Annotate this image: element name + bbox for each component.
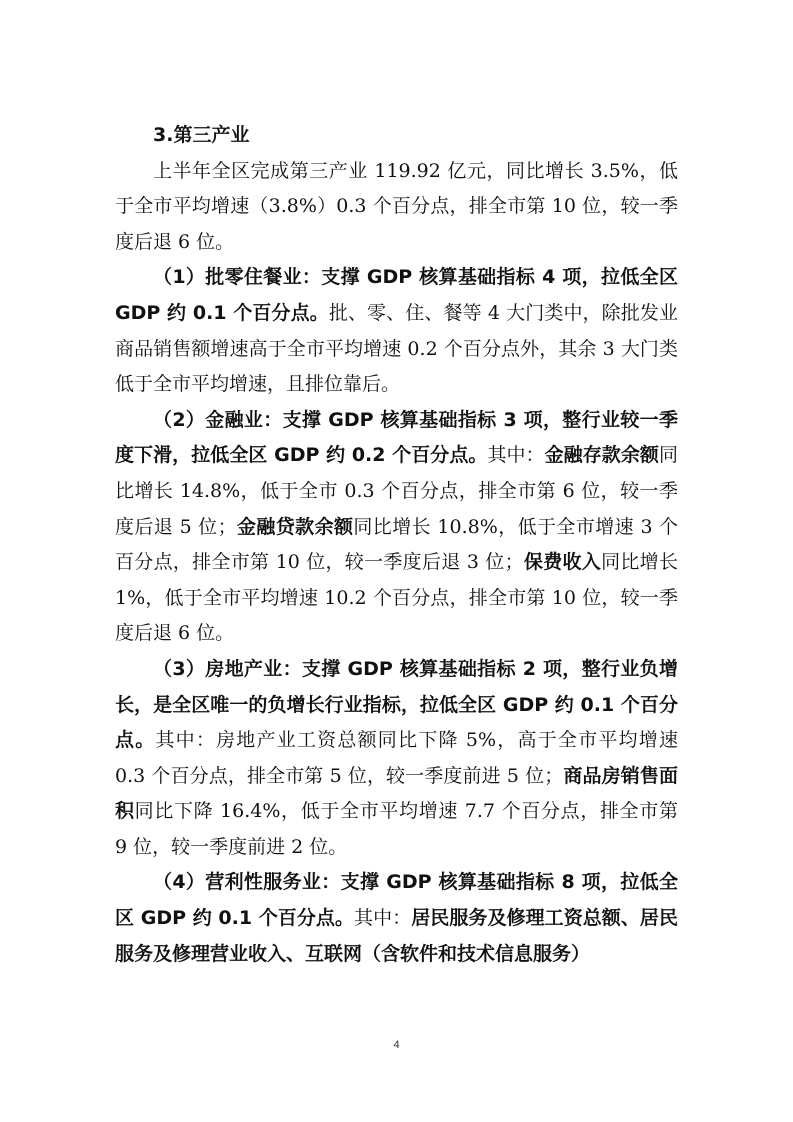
paragraph-list: [115, 154, 678, 973]
paragraph: [115, 652, 678, 866]
text-run: 同比下降 16.4%，低于全市平均增速 7.7 个百分点，排全市第 9 位，较一季度前进 2 位。: [115, 800, 678, 858]
paragraph: [115, 403, 678, 652]
page-number: 4: [393, 1039, 400, 1051]
paragraph: [115, 260, 678, 402]
bold-text-run: 居民服务及修理工资总额、居民服务及修理营业收入、互联网（含软件和技术信息服务）: [115, 907, 678, 965]
text-run: 同比增长 1%，低于全市平均增速 10.2 个百分点，排全市第 10 位，较一季度后退 6 位。: [115, 551, 678, 645]
text-run: 其中：: [354, 907, 412, 930]
bold-text-run: （4）营利性服务业：支撑 GDP 核算基础指标 8 项，拉低全区 GDP 约 0.1 个百分点。: [115, 871, 678, 930]
text-run: 同比增长 14.8%，低于全市 0.3 个百分点，排全市第 6 位，较一季度后退 5 位；: [115, 444, 678, 538]
bold-text-run: 保费收入: [523, 551, 602, 574]
bold-text-run: （2）金融业：支撑 GDP 核算基础指标 3 项，整行业较一季度下滑，拉低全区 GDP 约 0.2 个百分点。: [115, 408, 678, 467]
paragraph: [115, 154, 678, 261]
section-heading: 3.第三产业: [153, 124, 250, 146]
text-run: 上半年全区完成第三产业 119.92 亿元，同比增长 3.5%，低于全市平均增速（3.8%）0.3 个百分点，排全市第 10 位，较一季度后退 6 位。: [115, 159, 678, 253]
text-run: 同比增长 10.8%，低于全市增速 3 个百分点，排全市第 10 位，较一季度后退 3 位；: [115, 515, 678, 574]
text-run: 其中：房地产业工资总额同比下降 5%，高于全市平均增速 0.3 个百分点，排全市第 5 位，较一季度前进 5 位；: [115, 729, 678, 787]
paragraph: [115, 865, 678, 972]
bold-text-run: （3）房地产业：支撑 GDP 核算基础指标 2 项，整行业负增长，是全区唯一的负增长行业指标，拉低全区 GDP 约 0.1 个百分点。: [115, 657, 678, 752]
document-body: [115, 118, 678, 972]
text-run: 其中：: [487, 444, 545, 467]
bold-text-run: 商品房销售面积: [115, 764, 678, 823]
bold-text-run: （1）批零住餐业：支撑 GDP 核算基础指标 4 项，拉低全区 GDP 约 0.1 个百分点。: [115, 266, 678, 324]
bold-text-run: 金融存款余额: [544, 444, 659, 467]
text-run: 批、零、住、餐等 4 大门类中，除批发业商品销售额增速高于全市平均增速 0.2 个百分点外，其余 3 大门类低于全市平均增速，且排位靠后。: [115, 301, 679, 396]
bold-text-run: 金融贷款余额: [236, 515, 354, 538]
